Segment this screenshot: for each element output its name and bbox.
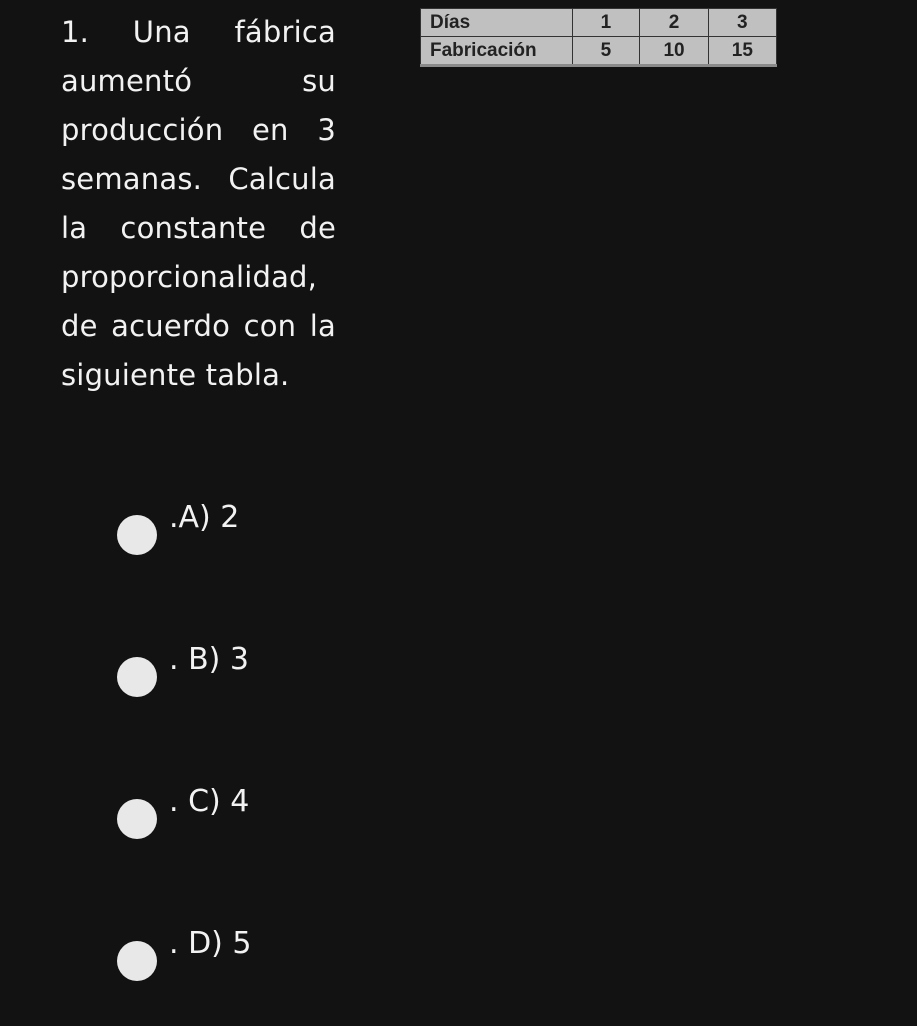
option-c-label: . C) 4 <box>169 783 250 819</box>
option-a-label: .A) 2 <box>169 499 240 535</box>
table-row-header: Fabricación <box>421 37 573 66</box>
option-b-label: . B) 3 <box>169 641 249 677</box>
table-row <box>421 37 777 66</box>
radio-button-a[interactable] <box>117 515 157 555</box>
table-cell: 15 <box>708 37 776 66</box>
table-cell: 10 <box>640 37 708 66</box>
radio-button-d[interactable] <box>117 941 157 981</box>
table-row <box>421 9 777 37</box>
table-cell: 3 <box>708 9 776 37</box>
option-b[interactable] <box>117 642 317 692</box>
radio-button-c[interactable] <box>117 799 157 839</box>
option-d-label: . D) 5 <box>169 925 252 961</box>
option-d[interactable] <box>117 926 317 976</box>
data-table <box>420 8 777 67</box>
table-row-header: Días <box>421 9 573 37</box>
table-cell: 2 <box>640 9 708 37</box>
table-cell: 1 <box>572 9 640 37</box>
radio-button-b[interactable] <box>117 657 157 697</box>
option-c[interactable] <box>117 784 317 834</box>
table-cell: 5 <box>572 37 640 66</box>
question-text: 1. Una fábrica aumentó su producción en 3 semanas. Calcula la constante de proporcionalidad, de acuerdo con la siguiente tabla. <box>61 15 336 392</box>
option-a[interactable] <box>117 500 317 550</box>
